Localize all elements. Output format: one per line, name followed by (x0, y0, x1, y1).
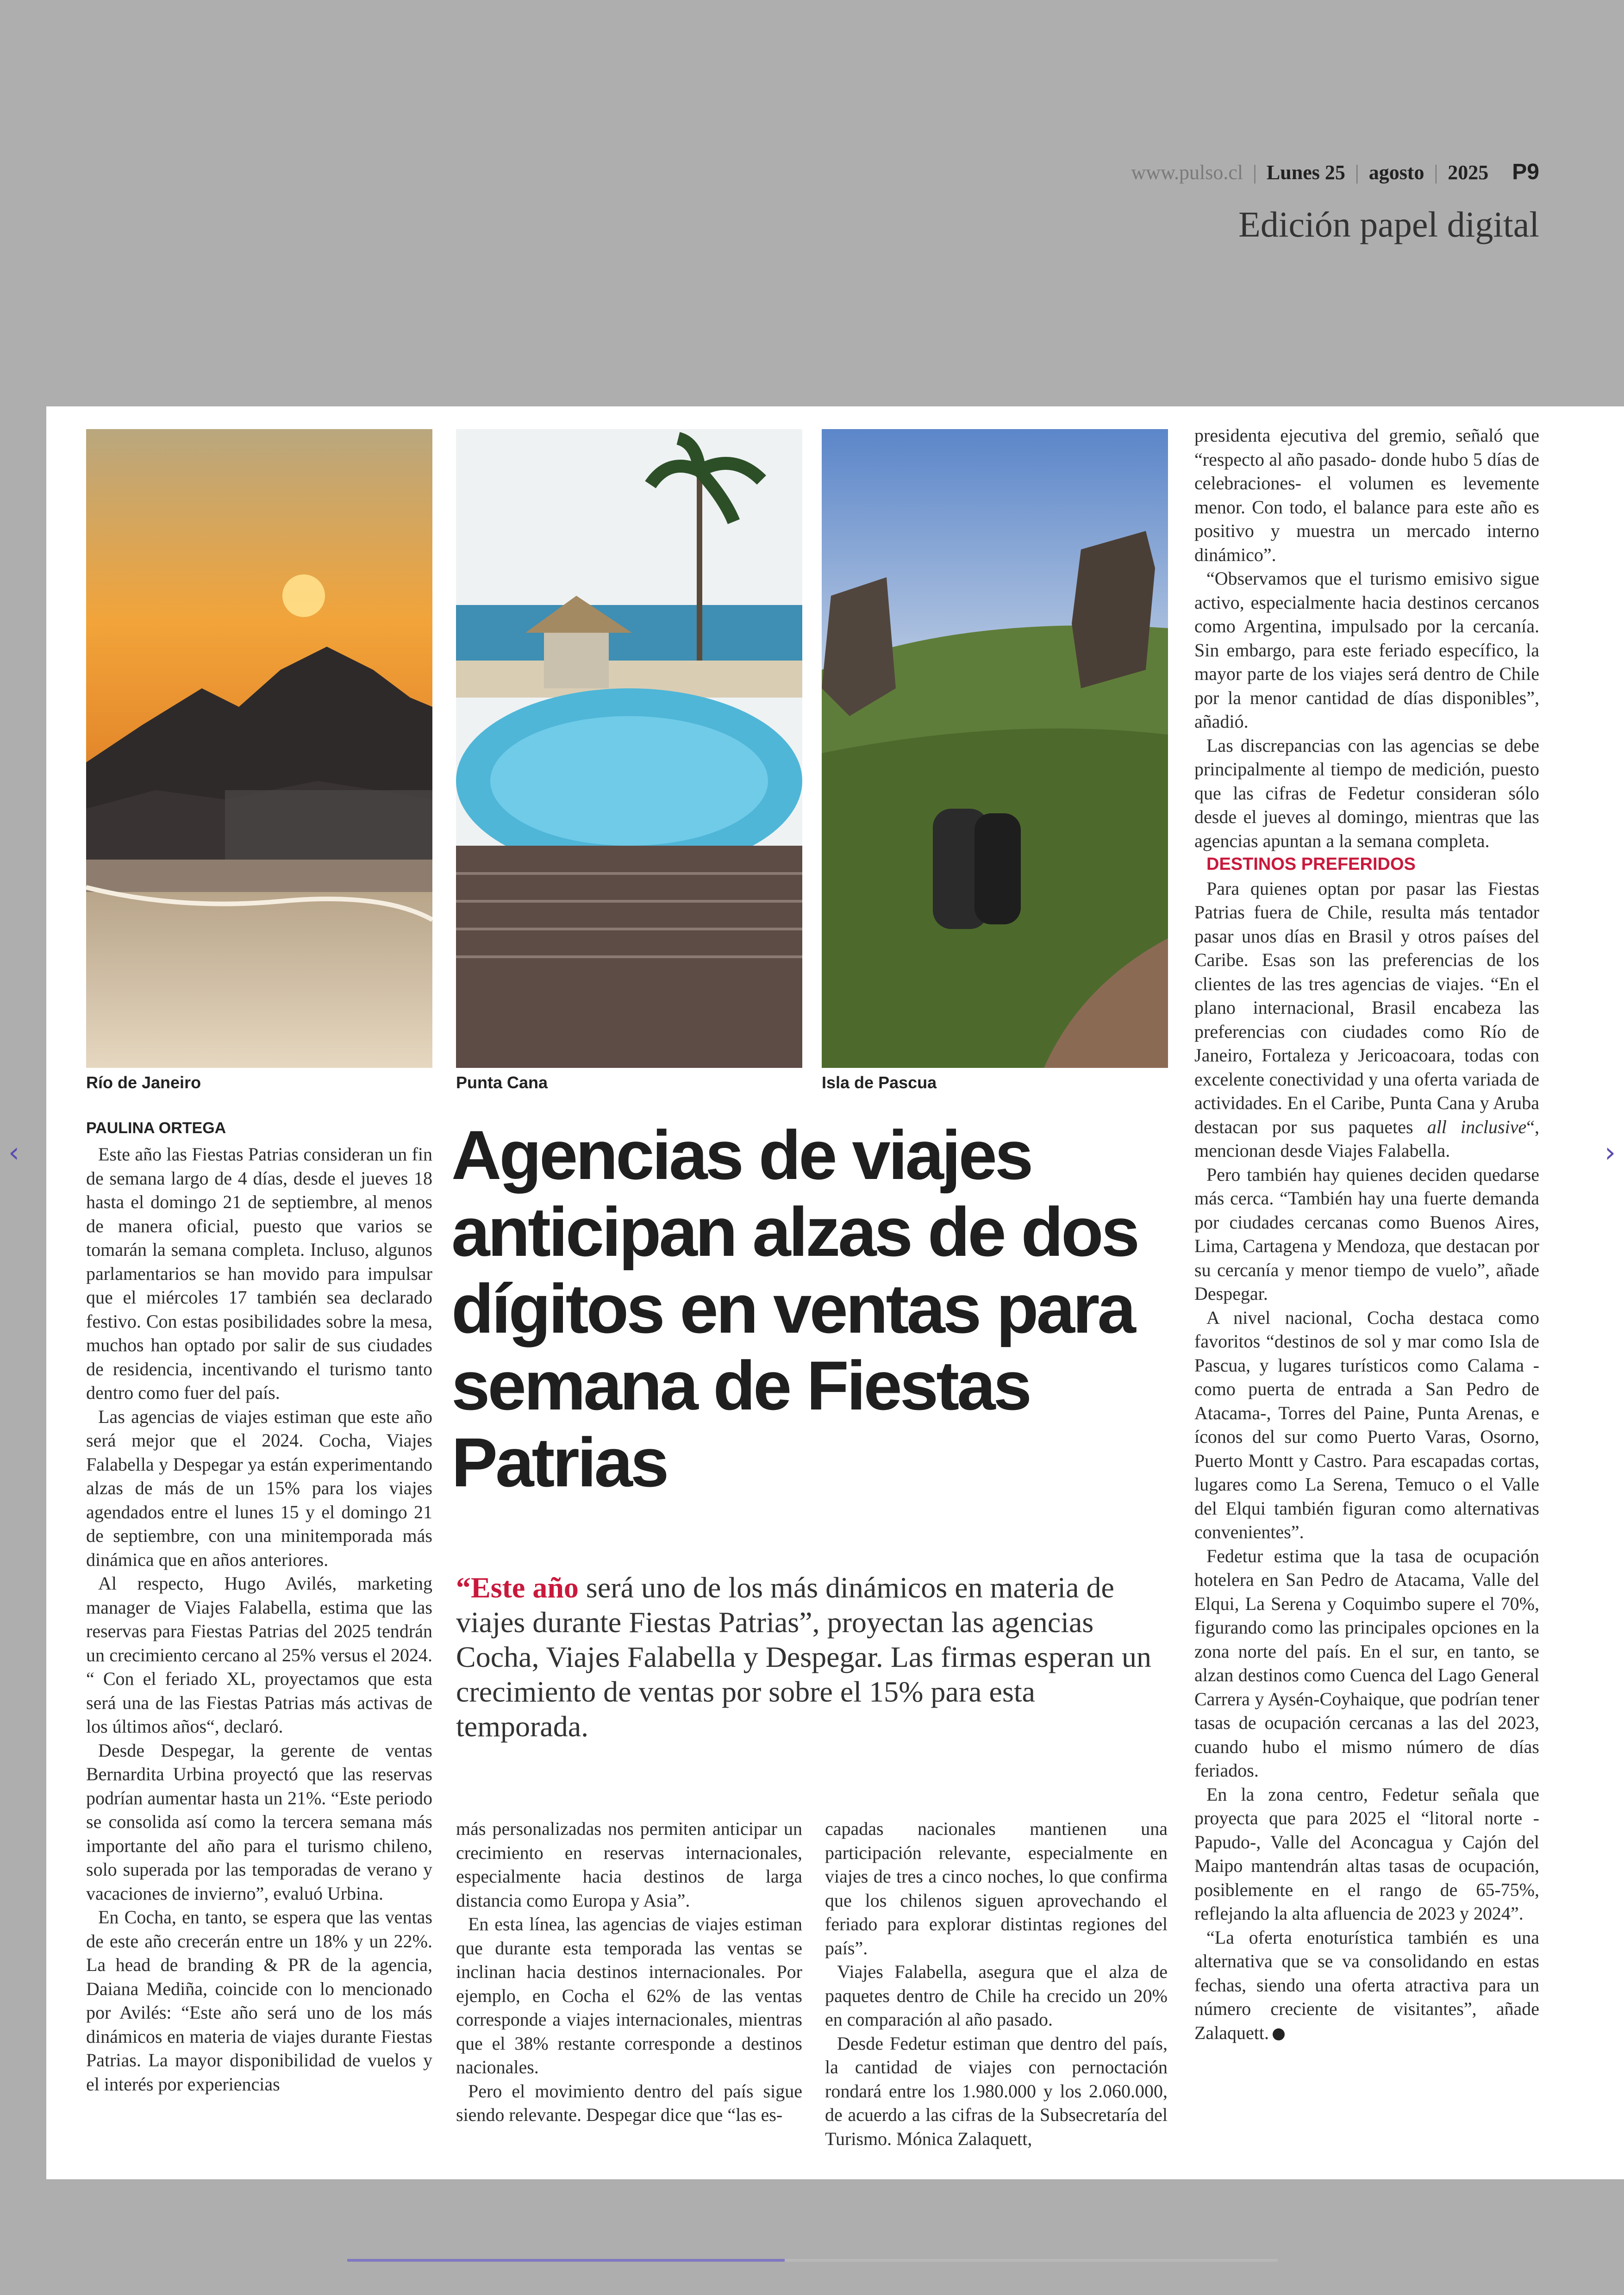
chevron-right-icon: › (1605, 1136, 1616, 1169)
edition-title: Edición papel digital (1238, 204, 1539, 244)
paragraph: En Cocha, en tanto, se espera que las ventas de este año crecerán entre un 18% y un 22%. La head de branding & PR de la agencia, Daiana Mediña, coincide con lo mencionado por Avilés: “Este año será uno de los más dinámicos en materia de viajes durante Fiestas Patrias. La mayor disponibilidad de vuelos y el interés por experiencias (86, 1907, 432, 2095)
article-column-4 (1194, 424, 1539, 2045)
paragraph: Pero también hay quienes deciden quedarse más cerca. “También hay una fuerte demanda por ciudades cercanas como Buenos Aires, Lima, Cartagena y Mendoza, que destacan por su cercanía y menor tiempo de vuelo”, añade Despegar. (1194, 1164, 1539, 1304)
issue-day: Lunes 25 (1266, 161, 1345, 184)
photo-rio-de-janeiro (86, 429, 432, 1068)
end-of-article-icon (1273, 2028, 1285, 2040)
page-progress-fill (347, 2259, 785, 2262)
paragraph: presidenta ejecutiva del gremio, señaló que “respecto al año pasado- donde hubo 5 días de celebraciones- el volumen es levemente menor. Con todo, el balance para este año es positivo y muestra un mercado interno dinámico”. (1194, 425, 1539, 565)
site-url: www.pulso.cl (1131, 161, 1243, 184)
paragraph: Desde Despegar, la gerente de ventas Bernardita Urbina proyectó que las reservas podrían aumentar hasta un 21%. “Este periodo se consolida así como la tercera semana más importante del año para el turismo chileno, solo superada por las temporadas de verano y vacaciones de invierno”, evaluó Urbina. (86, 1740, 432, 1904)
paragraph: Pero el movimiento dentro del país sigue siendo relevante. Despegar dice que “las es- (456, 2080, 802, 2125)
paragraph: Las agencias de viajes estiman que este año será mejor que el 2024. Cocha, Viajes Falabella y Despegar ya están experimentando alzas de más de un 15% para los viajes agendados entre el lunes 15 y el domingo 21 de septiembre, con una minitemporada más dinámica que en años anteriores. (86, 1406, 432, 1570)
paragraph: Al respecto, Hugo Avilés, marketing manager de Viajes Falabella, estima que las reservas para Fiestas Patrias del 2025 tendrán un crecimiento cercano al 25% versus el 2024. “ Con el feriado XL, proyectamos que esta será una de las Fiestas Patrias más activas de los últimos años“, declaró. (86, 1573, 432, 1737)
issue-year: 2025 (1448, 161, 1489, 184)
paragraph: Fedetur estima que la tasa de ocupación hotelera en San Pedro de Atacama, Valle del Elqui, La Serena y Coquimbo supere el 70%, figurando como las principales opciones en la zona norte del país. En el sur, en tanto, se alzan destinos como Cuenca del Lago General Carrera y Aysén-Coyhaique, que podrían tener tasas de ocupación cercanas a las del 2023, cuando hubo el mismo número de días feriados. (1194, 1545, 1539, 1781)
issue-month: agosto (1368, 161, 1424, 184)
paragraph: más personalizadas nos permiten anticipar un crecimiento en reservas internacionales, especialmente hacia destinos de larga distancia como Europa y Asia”. (456, 1818, 802, 1911)
page-number: P9 (1512, 160, 1539, 184)
chevron-left-icon: ‹ (8, 1136, 19, 1169)
paragraph: Las discrepancias con las agencias se debe principalmente al tiempo de medición, puesto que las cifras de Fedetur consideran sólo desde el jueves al domingo, mientras que las agencias apuntan a la semana completa. (1194, 735, 1539, 851)
article-column-1 (86, 1142, 432, 2096)
paragraph: A nivel nacional, Cocha destaca como favoritos “destinos de sol y mar como Isla de Pascua, y lugares turísticos como Calama -como puerta de entrada a San Pedro de Atacama-, Torres del Paine, Punta Arenas, e íconos del sur como Puerto Varas, Osorno, Puerto Montt y Castro. Para escapadas cortas, lugares como La Serena, Temuco o el Valle del Elqui también figuran como alternativas convenientes”. (1194, 1307, 1539, 1542)
article-column-2 (456, 1817, 802, 2127)
paragraph: Desde Fedetur estiman que dentro del país, la cantidad de viajes con pernoctación rondará entre los 1.980.000 y los 2.060.000, de acuerdo a las cifras de la Subsecretaría del Turismo. Mónica Zalaquett, (825, 2033, 1168, 2149)
paragraph: capadas nacionales mantienen una participación relevante, especialmente en viajes de tres a cinco noches, lo que confirma que los chilenos siguen aprovechando el feriado para explorar distintas regiones del país”. (825, 1818, 1168, 1958)
paragraph: Viajes Falabella, asegura que el alza de paquetes dentro de Chile ha crecido un 20% en comparación al año pasado. (825, 1961, 1168, 2030)
photo-caption: Río de Janeiro (86, 1073, 201, 1092)
photo-caption: Isla de Pascua (822, 1073, 937, 1092)
subheading: DESTINOS PREFERIDOS (1206, 854, 1416, 874)
headline: Agencias de viajes anticipan alzas de dos dígitos en ventas para semana de Fiestas Patrias (451, 1116, 1138, 1501)
paragraph: En la zona centro, Fedetur señala que proyecta que para 2025 el “litoral norte - Papudo-, Valle del Aconcagua y Cajón del Maipo mantendrán altas tasas de ocupación, posiblemente en el rango de 65-75%, reflejando la alta afluencia de 2023 y 2024”. (1194, 1784, 1539, 1924)
photo-punta-cana (456, 429, 802, 1068)
photo-caption: Punta Cana (456, 1073, 548, 1092)
paragraph: Este año las Fiestas Patrias consideran un fin de semana largo de 4 días, desde el jueves 18 hasta el domingo 21 de septiembre, al menos de manera oficial, puesto que varios se tomarán la semana completa. Incluso, algunos parlamentarios se han movido para impulsar que el miércoles 17 también sea declarado festivo. Con estas posibilidades sobre la mesa, muchos han optado por salir de sus ciudades de residencia, incentivando el turismo tanto dentro como fuer del país. (86, 1144, 432, 1403)
photo-isla-de-pascua (822, 429, 1168, 1068)
lede-lead: “Este año (456, 1571, 579, 1604)
paragraph: En esta línea, las agencias de viajes estiman que durante esta temporada las ventas se inclinan hacia destinos internacionales. Por ejemplo, en Cocha el 62% de las ventas corresponde a viajes internacionales, mientras que el 38% restante corresponde a destinos nacionales. (456, 1914, 802, 2077)
prev-page-button[interactable] (8, 1136, 19, 1169)
next-page-button[interactable] (1605, 1136, 1616, 1169)
lede-text: será uno de los más dinámicos en materia de viajes durante Fiestas Patrias”, proyectan las agencias Cocha, Viajes Falabella y Despegar. Las firmas esperan un crecimiento de ventas por sobre el 15% para esta temporada. (456, 1571, 1152, 1743)
lede (456, 1570, 1155, 1744)
page-header: www.pulso.cl | Lunes 25 | agosto | 2025 P9 (1131, 160, 1539, 184)
paragraph: “La oferta enoturística también es una alternativa que se va consolidando en estas fechas, siendo una oferta atractiva para un número creciente de visitantes”, añade Zalaquett. (1194, 1927, 1539, 2043)
byline: PAULINA ORTEGA (86, 1119, 226, 1137)
paragraph: Para quienes optan por pasar las Fiestas Patrias fuera de Chile, resulta más tentador pasar unos días en Brasil y otros países del Caribe. Esas son las preferencias de los clientes de las tres agencias de viajes. “En el plano internacional, Brasil encabeza las preferencias con ciudades como Río de Janeiro, Fortaleza y Jericoacoara, todas con excelente conectividad y una oferta variada de actividades. En el Caribe, Punta Cana y Aruba destacan por sus paquetes all inclusive“, mencionan desde Viajes Falabella. (1194, 878, 1539, 1161)
article-column-3 (825, 1817, 1168, 2151)
paragraph: “Observamos que el turismo emisivo sigue activo, especialmente hacia destinos cercanos como Argentina, impulsado por la cercanía. Sin embargo, para este feriado específico, la mayor parte de los viajes será dentro de Chile por la menor cantidad de días disponibles”, añadió. (1194, 568, 1539, 732)
